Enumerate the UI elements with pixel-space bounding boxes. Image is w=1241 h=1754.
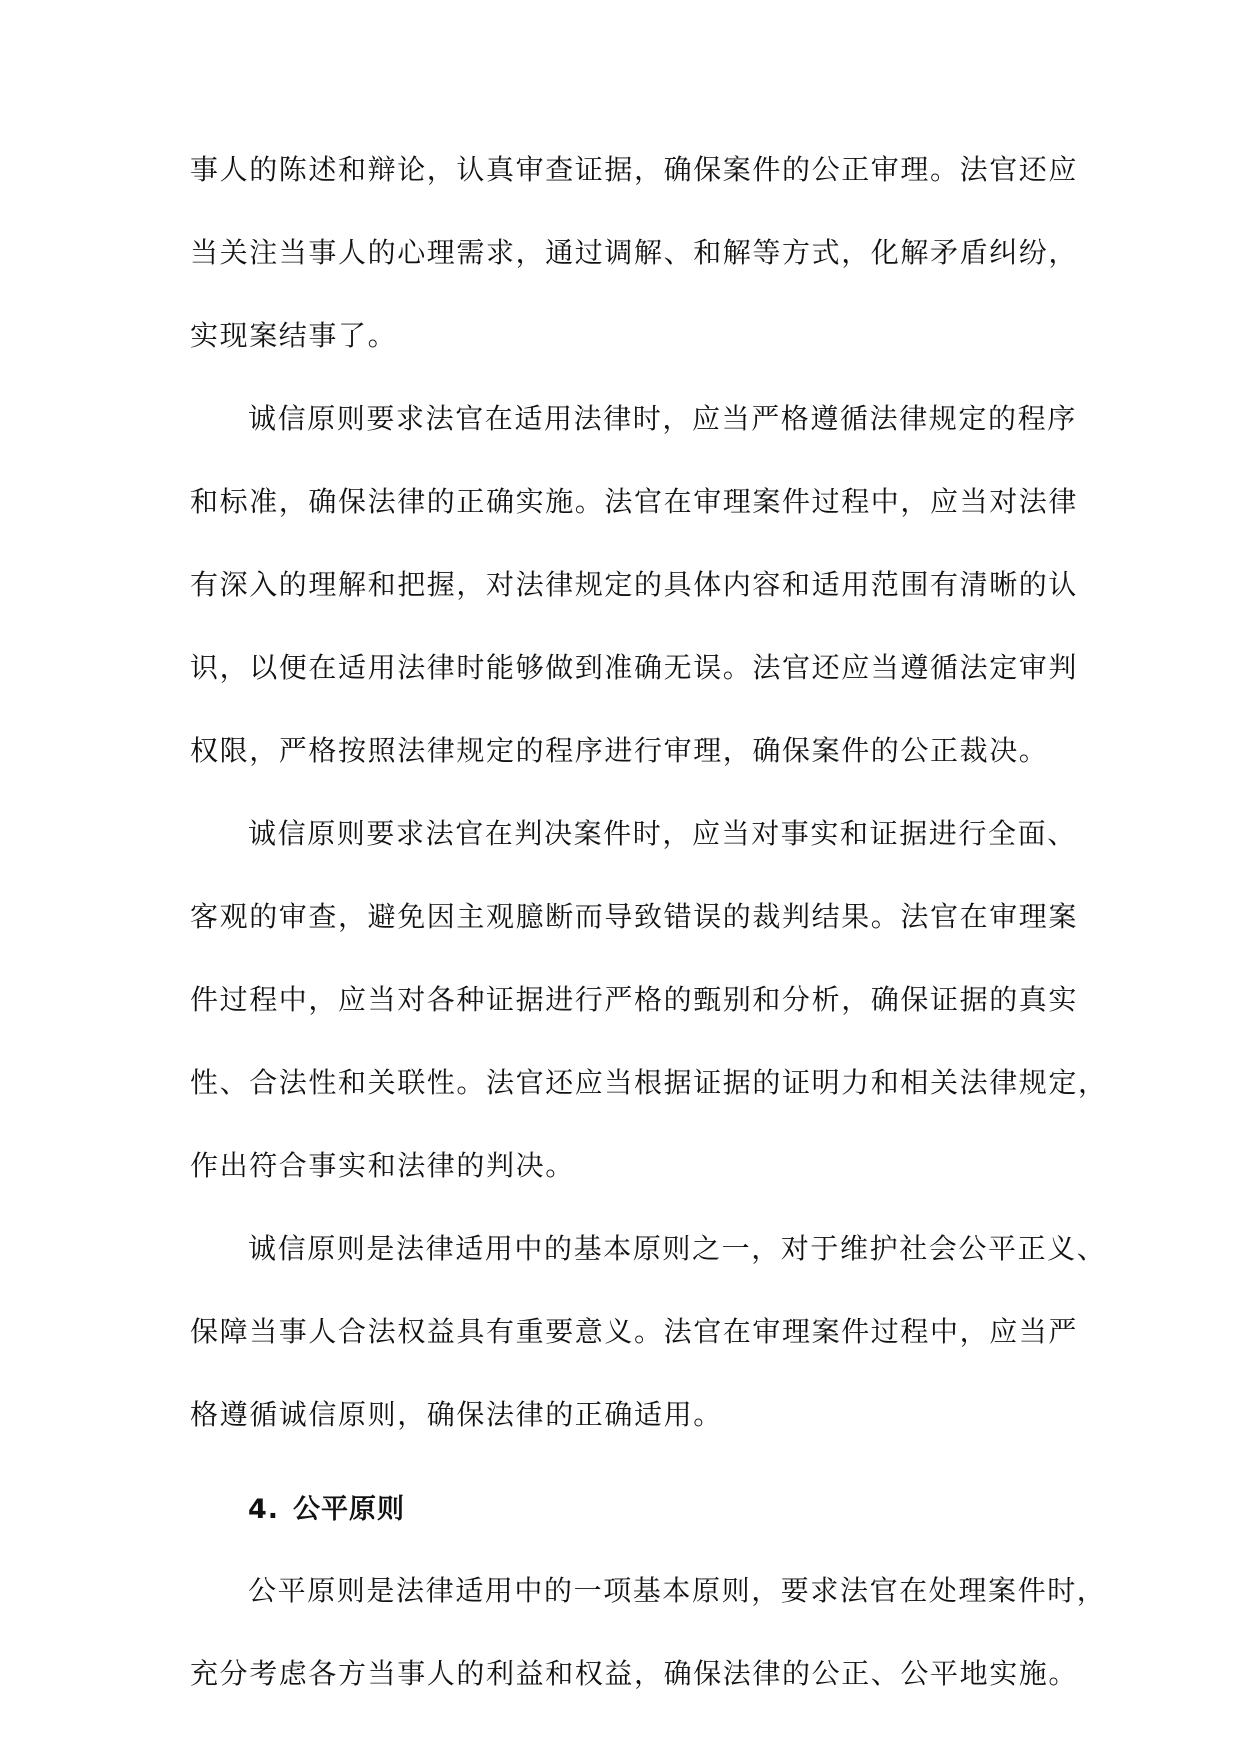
paragraph-4-line-2: 保障当事人合法权益具有重要意义。法官在审理案件过程中，应当严 [190, 1315, 1079, 1348]
paragraph-2-line-5: 权限，严格按照法律规定的程序进行审理，确保案件的公正裁决。 [190, 734, 1049, 767]
paragraph-5-line-1: 公平原则是法律适用中的一项基本原则，要求法官在处理案件时， [248, 1574, 1107, 1607]
paragraph-1-line-3: 实现案结事了。 [190, 319, 398, 352]
paragraph-3-line-2: 客观的审查，避免因主观臆断而导致错误的裁判结果。法官在审理案 [190, 900, 1079, 933]
paragraph-4-line-3: 格遵循诚信原则，确保法律的正确适用。 [190, 1398, 723, 1431]
paragraph-5-line-2: 充分考虑各方当事人的利益和权益，确保法律的公正、公平地实施。 [190, 1657, 1079, 1690]
paragraph-3-line-1: 诚信原则要求法官在判决案件时，应当对事实和证据进行全面、 [248, 817, 1077, 850]
paragraph-1-line-1: 事人的陈述和辩论，认真审查证据，确保案件的公正审理。法官还应 [190, 153, 1079, 186]
paragraph-3-line-4: 性、合法性和关联性。法官还应当根据证据的证明力和相关法律规定， [190, 1066, 1108, 1099]
paragraph-2-line-4: 识，以便在适用法律时能够做到准确无误。法官还应当遵循法定审判 [190, 651, 1079, 684]
paragraph-3-line-5: 作出符合事实和法律的判决。 [190, 1149, 575, 1182]
paragraph-2-line-3: 有深入的理解和把握，对法律规定的具体内容和适用范围有清晰的认 [190, 568, 1079, 601]
paragraph-3-line-3: 件过程中，应当对各种证据进行严格的甄别和分析，确保证据的真实 [190, 983, 1079, 1016]
paragraph-1-line-2: 当关注当事人的心理需求，通过调解、和解等方式，化解矛盾纠纷， [190, 236, 1079, 269]
paragraph-2-line-1: 诚信原则要求法官在适用法律时，应当严格遵循法律规定的程序 [248, 402, 1077, 435]
paragraph-4-line-1: 诚信原则是法律适用中的基本原则之一，对于维护社会公平正义、 [248, 1232, 1107, 1265]
section-heading [248, 1485, 405, 1535]
paragraph-2-line-2: 和标准，确保法律的正确实施。法官在审理案件过程中，应当对法律 [190, 485, 1079, 518]
section-heading-number: 4. [248, 1494, 280, 1525]
section-heading-title: 公平原则 [293, 1494, 406, 1525]
